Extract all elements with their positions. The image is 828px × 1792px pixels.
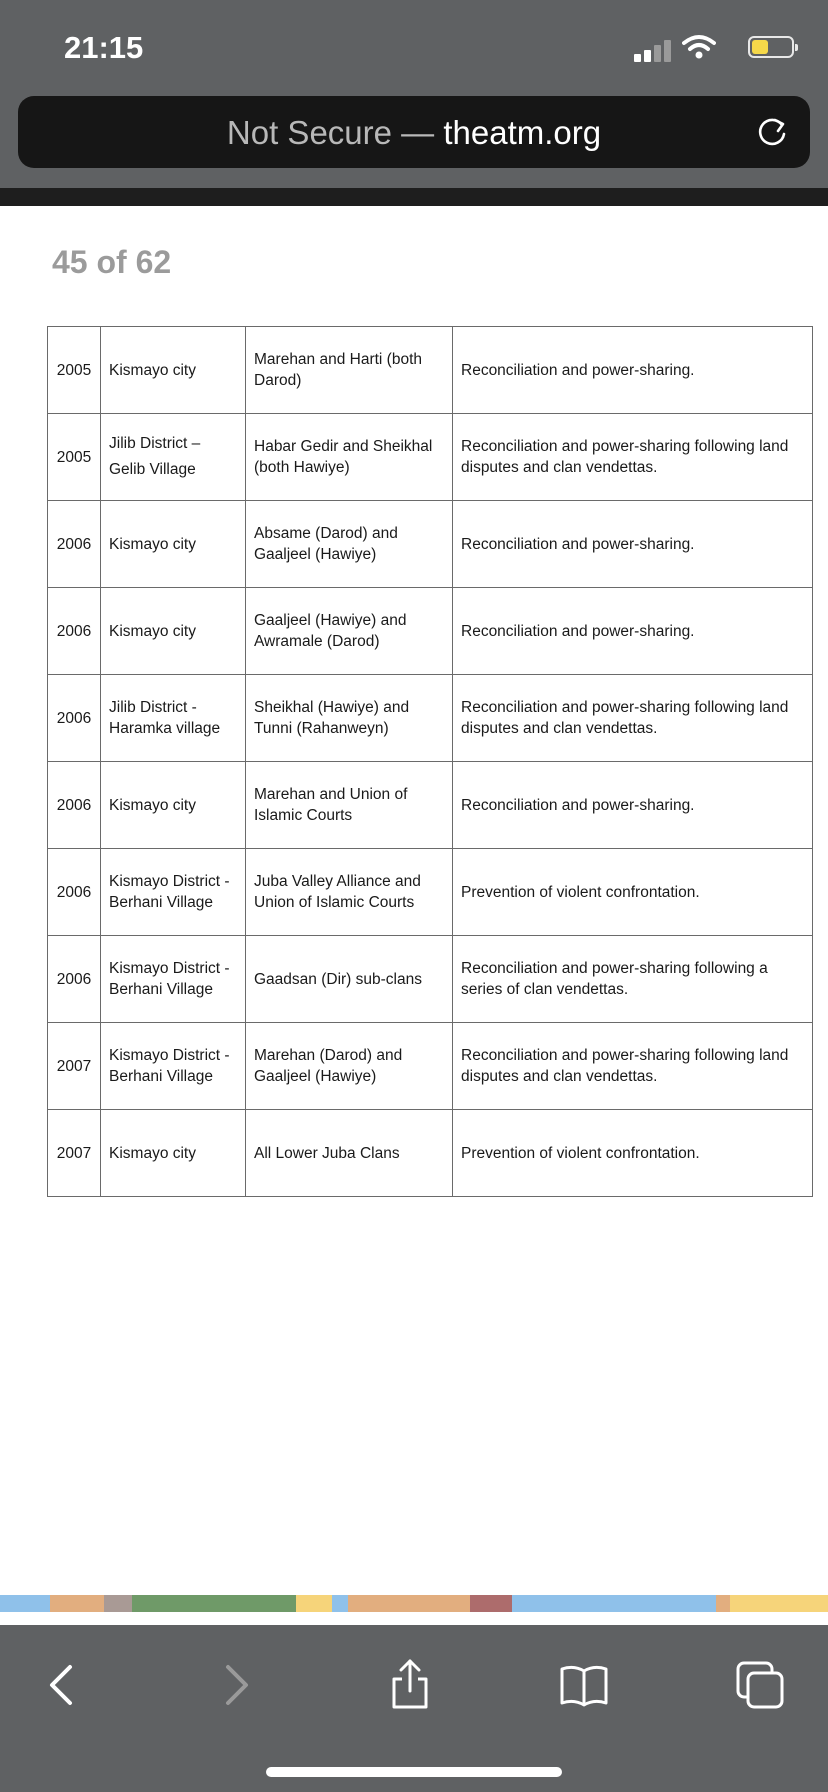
tabs-icon [730, 1655, 790, 1715]
table-row [48, 1023, 813, 1110]
color-segment [470, 1595, 512, 1612]
url-separator: — [392, 114, 444, 151]
cell-year: 2006 [48, 501, 101, 588]
back-button[interactable] [32, 1655, 92, 1715]
wifi-icon [682, 34, 716, 60]
cell-location: Kismayo District - Berhani Village [101, 936, 246, 1023]
cell-year: 2006 [48, 675, 101, 762]
tabs-button[interactable] [730, 1655, 790, 1715]
cell-location: Kismayo city [101, 588, 246, 675]
color-segment [132, 1595, 296, 1612]
color-segment [104, 1595, 132, 1612]
cell-outcome: Reconciliation and power-sharing. [453, 501, 813, 588]
cell-year: 2006 [48, 762, 101, 849]
cell-year: 2006 [48, 936, 101, 1023]
cell-location: Jilib District – Gelib Village [101, 414, 246, 501]
cell-parties: Marehan and Union of Islamic Courts [246, 762, 453, 849]
cell-outcome: Reconciliation and power-sharing following land disputes and clan vendettas. [453, 414, 813, 501]
color-segment [332, 1595, 348, 1612]
cell-parties: Juba Valley Alliance and Union of Islamic Courts [246, 849, 453, 936]
cell-location: Jilib District - Haramka village [101, 675, 246, 762]
cellular-signal-icon [634, 40, 674, 62]
table-row [48, 675, 813, 762]
cell-parties: Sheikhal (Hawiye) and Tunni (Rahanweyn) [246, 675, 453, 762]
cell-location: Kismayo city [101, 501, 246, 588]
cell-parties: Gaaljeel (Hawiye) and Awramale (Darod) [246, 588, 453, 675]
cell-outcome: Reconciliation and power-sharing following a series of clan vendettas. [453, 936, 813, 1023]
cell-parties: Absame (Darod) and Gaaljeel (Hawiye) [246, 501, 453, 588]
url-domain: theatm.org [443, 114, 602, 151]
bookmarks-button[interactable] [554, 1655, 614, 1715]
cell-parties: Marehan (Darod) and Gaaljeel (Hawiye) [246, 1023, 453, 1110]
color-segment [512, 1595, 716, 1612]
cell-year: 2006 [48, 849, 101, 936]
share-button[interactable] [380, 1655, 440, 1715]
cell-year: 2005 [48, 414, 101, 501]
cell-outcome: Reconciliation and power-sharing. [453, 327, 813, 414]
cell-parties: Gaadsan (Dir) sub-clans [246, 936, 453, 1023]
chrome-edge [0, 188, 828, 206]
cell-location: Kismayo District - Berhani Village [101, 849, 246, 936]
decorative-color-bar [0, 1595, 828, 1612]
cell-outcome: Prevention of violent confrontation. [453, 1110, 813, 1197]
not-secure-label: Not Secure [226, 114, 392, 151]
url-text [18, 114, 810, 152]
cell-outcome: Reconciliation and power-sharing following land disputes and clan vendettas. [453, 675, 813, 762]
table-row [48, 588, 813, 675]
battery-icon [748, 36, 794, 58]
status-time: 21:15 [64, 30, 144, 65]
cell-outcome: Reconciliation and power-sharing. [453, 762, 813, 849]
table-row [48, 327, 813, 414]
cell-parties: Marehan and Harti (both Darod) [246, 327, 453, 414]
table-row [48, 1110, 813, 1197]
cell-outcome: Reconciliation and power-sharing following land disputes and clan vendettas. [453, 1023, 813, 1110]
color-segment [296, 1595, 332, 1612]
home-indicator [266, 1767, 562, 1777]
cell-year: 2007 [48, 1023, 101, 1110]
book-icon [554, 1655, 614, 1715]
cell-location: Kismayo city [101, 1110, 246, 1197]
color-segment [716, 1595, 730, 1612]
reload-icon[interactable] [752, 112, 792, 152]
cell-location: Kismayo city [101, 327, 246, 414]
table-row [48, 849, 813, 936]
cell-year: 2007 [48, 1110, 101, 1197]
page-indicator: 45 of 62 [52, 244, 172, 280]
table-row [48, 936, 813, 1023]
table-row [48, 414, 813, 501]
chevron-left-icon [32, 1655, 92, 1715]
cell-location: Kismayo District - Berhani Village [101, 1023, 246, 1110]
agreements-table [47, 326, 813, 1197]
table-row [48, 501, 813, 588]
forward-button[interactable] [206, 1655, 266, 1715]
chevron-right-icon [206, 1655, 266, 1715]
cell-location: Kismayo city [101, 762, 246, 849]
cell-parties: Habar Gedir and Sheikhal (both Hawiye) [246, 414, 453, 501]
status-icons [624, 34, 794, 60]
cell-outcome: Prevention of violent confrontation. [453, 849, 813, 936]
address-bar[interactable] [18, 96, 810, 168]
table-row [48, 762, 813, 849]
color-segment [730, 1595, 828, 1612]
color-segment [50, 1595, 104, 1612]
top-chrome [0, 0, 828, 188]
cell-year: 2006 [48, 588, 101, 675]
color-segment [348, 1595, 470, 1612]
cell-outcome: Reconciliation and power-sharing. [453, 588, 813, 675]
color-segment [0, 1595, 50, 1612]
share-icon [380, 1655, 440, 1715]
cell-parties: All Lower Juba Clans [246, 1110, 453, 1197]
cell-year: 2005 [48, 327, 101, 414]
